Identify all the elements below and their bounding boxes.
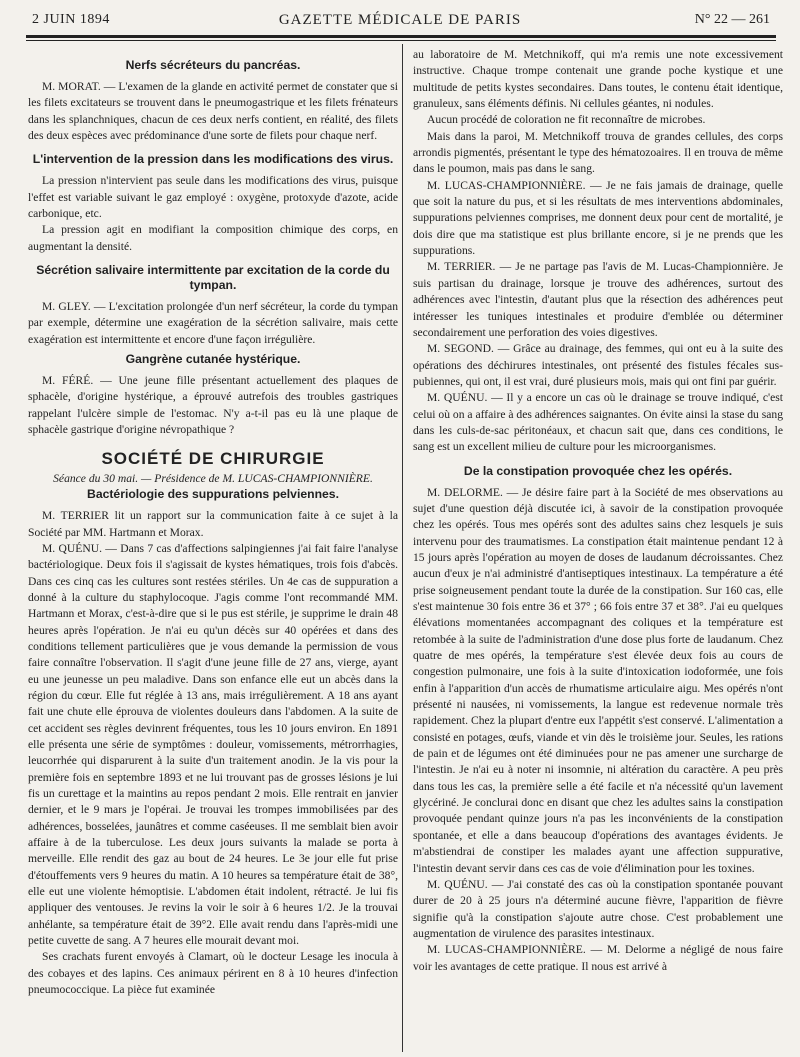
speaker-name: M. LUCAS-CHAMPIONNIÈRE. (427, 178, 586, 192)
paragraph (413, 485, 783, 877)
speaker-name: M. SEGOND. (427, 342, 494, 356)
section-title-secretion: Sécrétion salivaire intermittente par excitation de la corde du tympan. (36, 263, 390, 293)
paragraph (28, 299, 398, 348)
society-heading: SOCIÉTÉ DE CHIRURGIE (101, 448, 325, 468)
right-column (413, 47, 783, 1039)
speaker-name: M. QUÉNU. (42, 541, 102, 555)
section-title-pression: L'intervention de la pression dans les modifications des virus. (32, 152, 394, 167)
paragraph-text: — Grâce au drainage, des femmes, qui ont eu à la suite des opérations des déchirures intestinales, ont présenté des fistules fécales sus-pubiennes, qui ont, il est vrai, duré plusieurs mois, mais qui ont fini par guérir. (413, 342, 783, 388)
paragraph-text: — Une jeune fille présentant actuellement des plaques de sphacèle, d'origine hystérique, a éprouvé autrefois des troubles gastriques rappelant l'ulcère simple de l'estomac. N'y a-t-il pas eu là une plaque de sphacèle gastrique d'origine névropathique ? (28, 374, 399, 437)
paragraph-text: — Dans 7 cas d'affections salpingiennes j'ai fait faire l'analyse bactériologique. Deux fois il s'agissait de kystes hématiques, trois fois d'abcès. Dans ces cinq cas les cultures sont restées stériles. Un 4e cas de suppuration a donné à la culture du staphylocoque. J'agis comme l'ont recommandé MM. Hartmann et Morax, c'est-à-dire que si le pus est stérile, je supprime le drain 48 heures après l'opération. Je n'ai eu qu'un décès sur 40 opérées et dans des conditions tellement particulières que je vous demande la permission de vous faire connaître l'observation. Il s'agit d'une jeune fille de 27 ans, vierge, ayant eu une jeunesse un peu maladive. Dans son enfance elle eut un abcès dans la région du cœur. Elle fut réglée à 13 ans, mais irrégulièrement. A 18 ans ayant fait une chute elle éprouva de violentes douleurs dans l'abdomen. A la suite de cet accident ses règles devinrent fréquentes, tous les 10 jours environ. En 1891 elle présenta une série de symptômes : douleur, vomissements, métrorrhagies, leucorrhée qui disparurent à la suite d'un traitement anodin. Je la vis pour la première fois en septembre 1893 et ne lui trouvant pas de grosses lésions je lui fis un curettage et la maintins au repos pendant 2 mois. Elle rentrait en janvier dernier, et le 9 mars je l'opérai. Je trouvai les trompes immobilisées par des adhérences, bosselées, jaunâtres et comme caséeuses. Il me semblait bien avoir affaire à de la tuberculose. Les deux jours suivants la malade se porta à merveille. Elle rendit des gaz au bout de 24 heures. Le 3e jour elle fut prise d'étouffements vers 9 heures du matin. A 10 heures sa température était de 38°, elle eut une violente hémoptisie. L'abdomen était indolent, rétracté. Je lui fis appliquer des ventouses. Je revins la voir le soir à 6 heures 1/2. Je la trouvai anhélante, sa température était de 39°2. Elle avait rendu dans l'après-midi une petite cuvette de sang. A 7 heures elle mourait devant moi. (28, 541, 398, 948)
header-issue: N° 22 — 261 (694, 12, 770, 27)
paragraph (413, 942, 783, 975)
speaker-name: M. QUÉNU. (427, 391, 488, 405)
speaker-name: M. TERRIER. (427, 260, 496, 274)
paragraph-text: lit un rapport sur la communication faite à ce sujet à la Société par MM. Hartmann et Morax. (28, 509, 398, 539)
paragraph (28, 508, 398, 541)
header-rule-thick (26, 35, 776, 38)
speaker-name: M. MORAT. (42, 80, 101, 93)
paragraph (413, 877, 783, 942)
section-title-gangrene: Gangrène cutanée hystérique. (125, 352, 301, 367)
header-date: 2 JUIN 1894 (32, 12, 110, 27)
section-title-bacteriologie: Bactériologie des suppurations pelviennes. (87, 487, 339, 502)
speaker-name: M. DELORME. (427, 485, 503, 499)
paragraph-text: — Il y a encore un cas où le drainage se trouve indiqué, c'est celui où on a affaire à des adhérences saignantes. On évite ainsi la stase du sang dans les culs-de-sac péritonéaux, et chacun sait que, dans ces conditions, le sang est un excellent milieu de culture pour les microorganismes. (413, 391, 784, 454)
speaker-name: M. GLEY. (42, 300, 91, 314)
paragraph-text: — L'examen de la glande en activité permet de constater que si les filets excitateurs se trouvent dans le pneumogastrique et les filets frénateurs dans les splanchniques, chacun de ces deux nerfs contient, en réalité, des filets des deux espèces avec prédominance d'une sorte de filets pour chaque nerf. (28, 80, 398, 143)
speaker-name: M. QUÉNU. (427, 877, 488, 891)
paragraph-text: — L'excitation prolongée d'un nerf sécréteur, la corde du tympan par exemple, détermine une exagération de la sécrétion salivaire, mais cette exagération est intermittente et encore d'une façon irrégulière. (28, 300, 399, 346)
paragraph (28, 541, 398, 950)
section-title-constipation: De la constipation provoquée chez les opérés. (463, 463, 733, 478)
paragraph: La pression n'intervient pas seule dans les modifications des virus, puisque l'effet est variable suivant le gaz employé : oxygène, protoxyde d'azote, acide carbonique, etc. (28, 174, 398, 221)
page-header (0, 0, 800, 30)
paragraph-text: — Je ne fais jamais de drainage, quelle que soit la nature du pus, et si les résultats de mes interventions abdominales, suppurations pelviennes comprises, me donnent deux pour cent de mortalité, je dois dire que ma statistique est plus brillante encore, si je ne prends que les suppurations. (413, 178, 783, 258)
paragraph (413, 259, 783, 341)
paragraph-text: — Je ne partage pas l'avis de M. Lucas-Championnière. Je suis partisan du drainage, lorsque je trouve des adhérences, surtout des adhérences avec l'intestin, d'autant plus que la résection des adhérences peut intéresser les tuniques intestinales et produire d'emblée ou déterminer secondairement une perforation des voies digestives. (413, 260, 783, 339)
header-rule-thin (26, 40, 776, 41)
seance-line: Séance du 30 mai. — Présidence de M. LUCAS-CHAMPIONNIÈRE. (53, 471, 373, 485)
speaker-name: M. FÉRÉ. (42, 374, 94, 388)
paragraph: Mais dans la paroi, M. Metchnikoff trouva de grandes cellules, des corps arrondis pigmentés, présentant le type des hématozoaires. Il en trouva de même dans le poumon, mais pas dans le sang. (413, 129, 783, 176)
speaker-name: M. LUCAS-CHAMPIONNIÈRE. (427, 943, 586, 957)
paragraph: Ses crachats furent envoyés à Clamart, où le docteur Lesage les inocula à des cobayes et des lapins. Ces animaux périrent en 8 à 10 heures d'infection pneumococcique. La pièce fut examinée (28, 950, 398, 997)
paragraph (413, 341, 783, 390)
paragraph: La pression agit en modifiant la composition chimique des corps, en augmentant la densité. (28, 223, 398, 253)
header-title: GAZETTE MÉDICALE DE PARIS (278, 12, 522, 28)
paragraph (28, 79, 398, 144)
paragraph-text: — J'ai constaté des cas où la constipation spontanée pouvant durer de 20 à 25 jours n'a déterminé aucune fièvre, l'apparition de fièvre signifie qu'à la constipation s'ajoute autre chose. C'est probablement une augmentation de virulence des parasites intestinaux. (413, 877, 783, 940)
paragraph: Aucun procédé de coloration ne fit reconnaître de microbes. (427, 113, 706, 127)
column-divider (402, 44, 403, 1052)
paragraph-text: — M. Delorme a négligé de nous faire voir les avantages de cette pratique. Il nous est arrivé à (413, 943, 783, 973)
speaker-name: M. TERRIER (42, 509, 109, 523)
paragraph: au laboratoire de M. Metchnikoff, qui m'a remis une note excessivement instructive. Chaque trompe contenait une grande poche kystique et une multitude de petits kystes secondaires. Dans toutes, le contenu était identique, granuleux, sans éléments définis. Ni cellules géantes, ni nodules. (413, 48, 783, 111)
left-column (28, 58, 398, 1050)
paragraph (28, 373, 398, 438)
paragraph (413, 178, 783, 260)
section-title-pancreas: Nerfs sécréteurs du pancréas. (125, 58, 301, 72)
paragraph-text: — Je désire faire part à la Société de mes observations au sujet d'une question déjà discutée ici, à savoir de la constipation provoquée chez les opérés. Tous mes opérés sont des adultes sains chez lesquels je suis intervenu pour des traumatismes. La constipation était maintenue pendant 12 à 15 jours après l'opération au moyen de doses de laudanum décroissantes. Chez aucun d'eux je n'ai administré d'antiseptiques intestinaux. La température a été prise soigneusement pendant toute la durée de la constipation. Sur 160 cas, elle s'est maintenue 30 fois entre 36 et 37° ; 66 fois entre 37 et 38°. J'ai eu quelques élévations momentanées accompagnant des coliques et la température est retombée à la suite de l'administration d'une dose plus forte de laudanum. Chez quatre de mes opérés, la température s'est élevée deux fois au cours de congestion pulmonaire, une fois à la suite d'intoxication iodoformée, une fois enfin à l'apparition d'un accès de rhumatisme articulaire aigu. Mes opérés n'ont présenté ni nausées, ni vomissements, la langue est redevenue normale très rapidement. Chez la plupart d'entre eux l'appétit s'est conservé. L'alimentation a consisté en potages, œufs, viande et vin dès le troisième jour. Seules, les rations de pain et de légumes ont été diminuées pour ne pas amener une surcharge de l'intestin. Je n'ai eu à noter ni insomnie, ni altération du caractère. A peu près dans tous les cas, la première selle a été facile et n'a nécessité qu'un lavement glycériné. Je conclurai donc en disant que chez les adultes sains la constipation provoquée pendant quinze jours n'a pas les inconvénients de la constipation spontanée, et elle a dans beaucoup d'opérations des avantages évidents. Je m'abstiendrai de constiper les malades ayant une affection suppurative, l'intestin devant servir dans ces cas de voie d'élimination pour les toxines. (413, 485, 783, 875)
paragraph (413, 390, 783, 455)
